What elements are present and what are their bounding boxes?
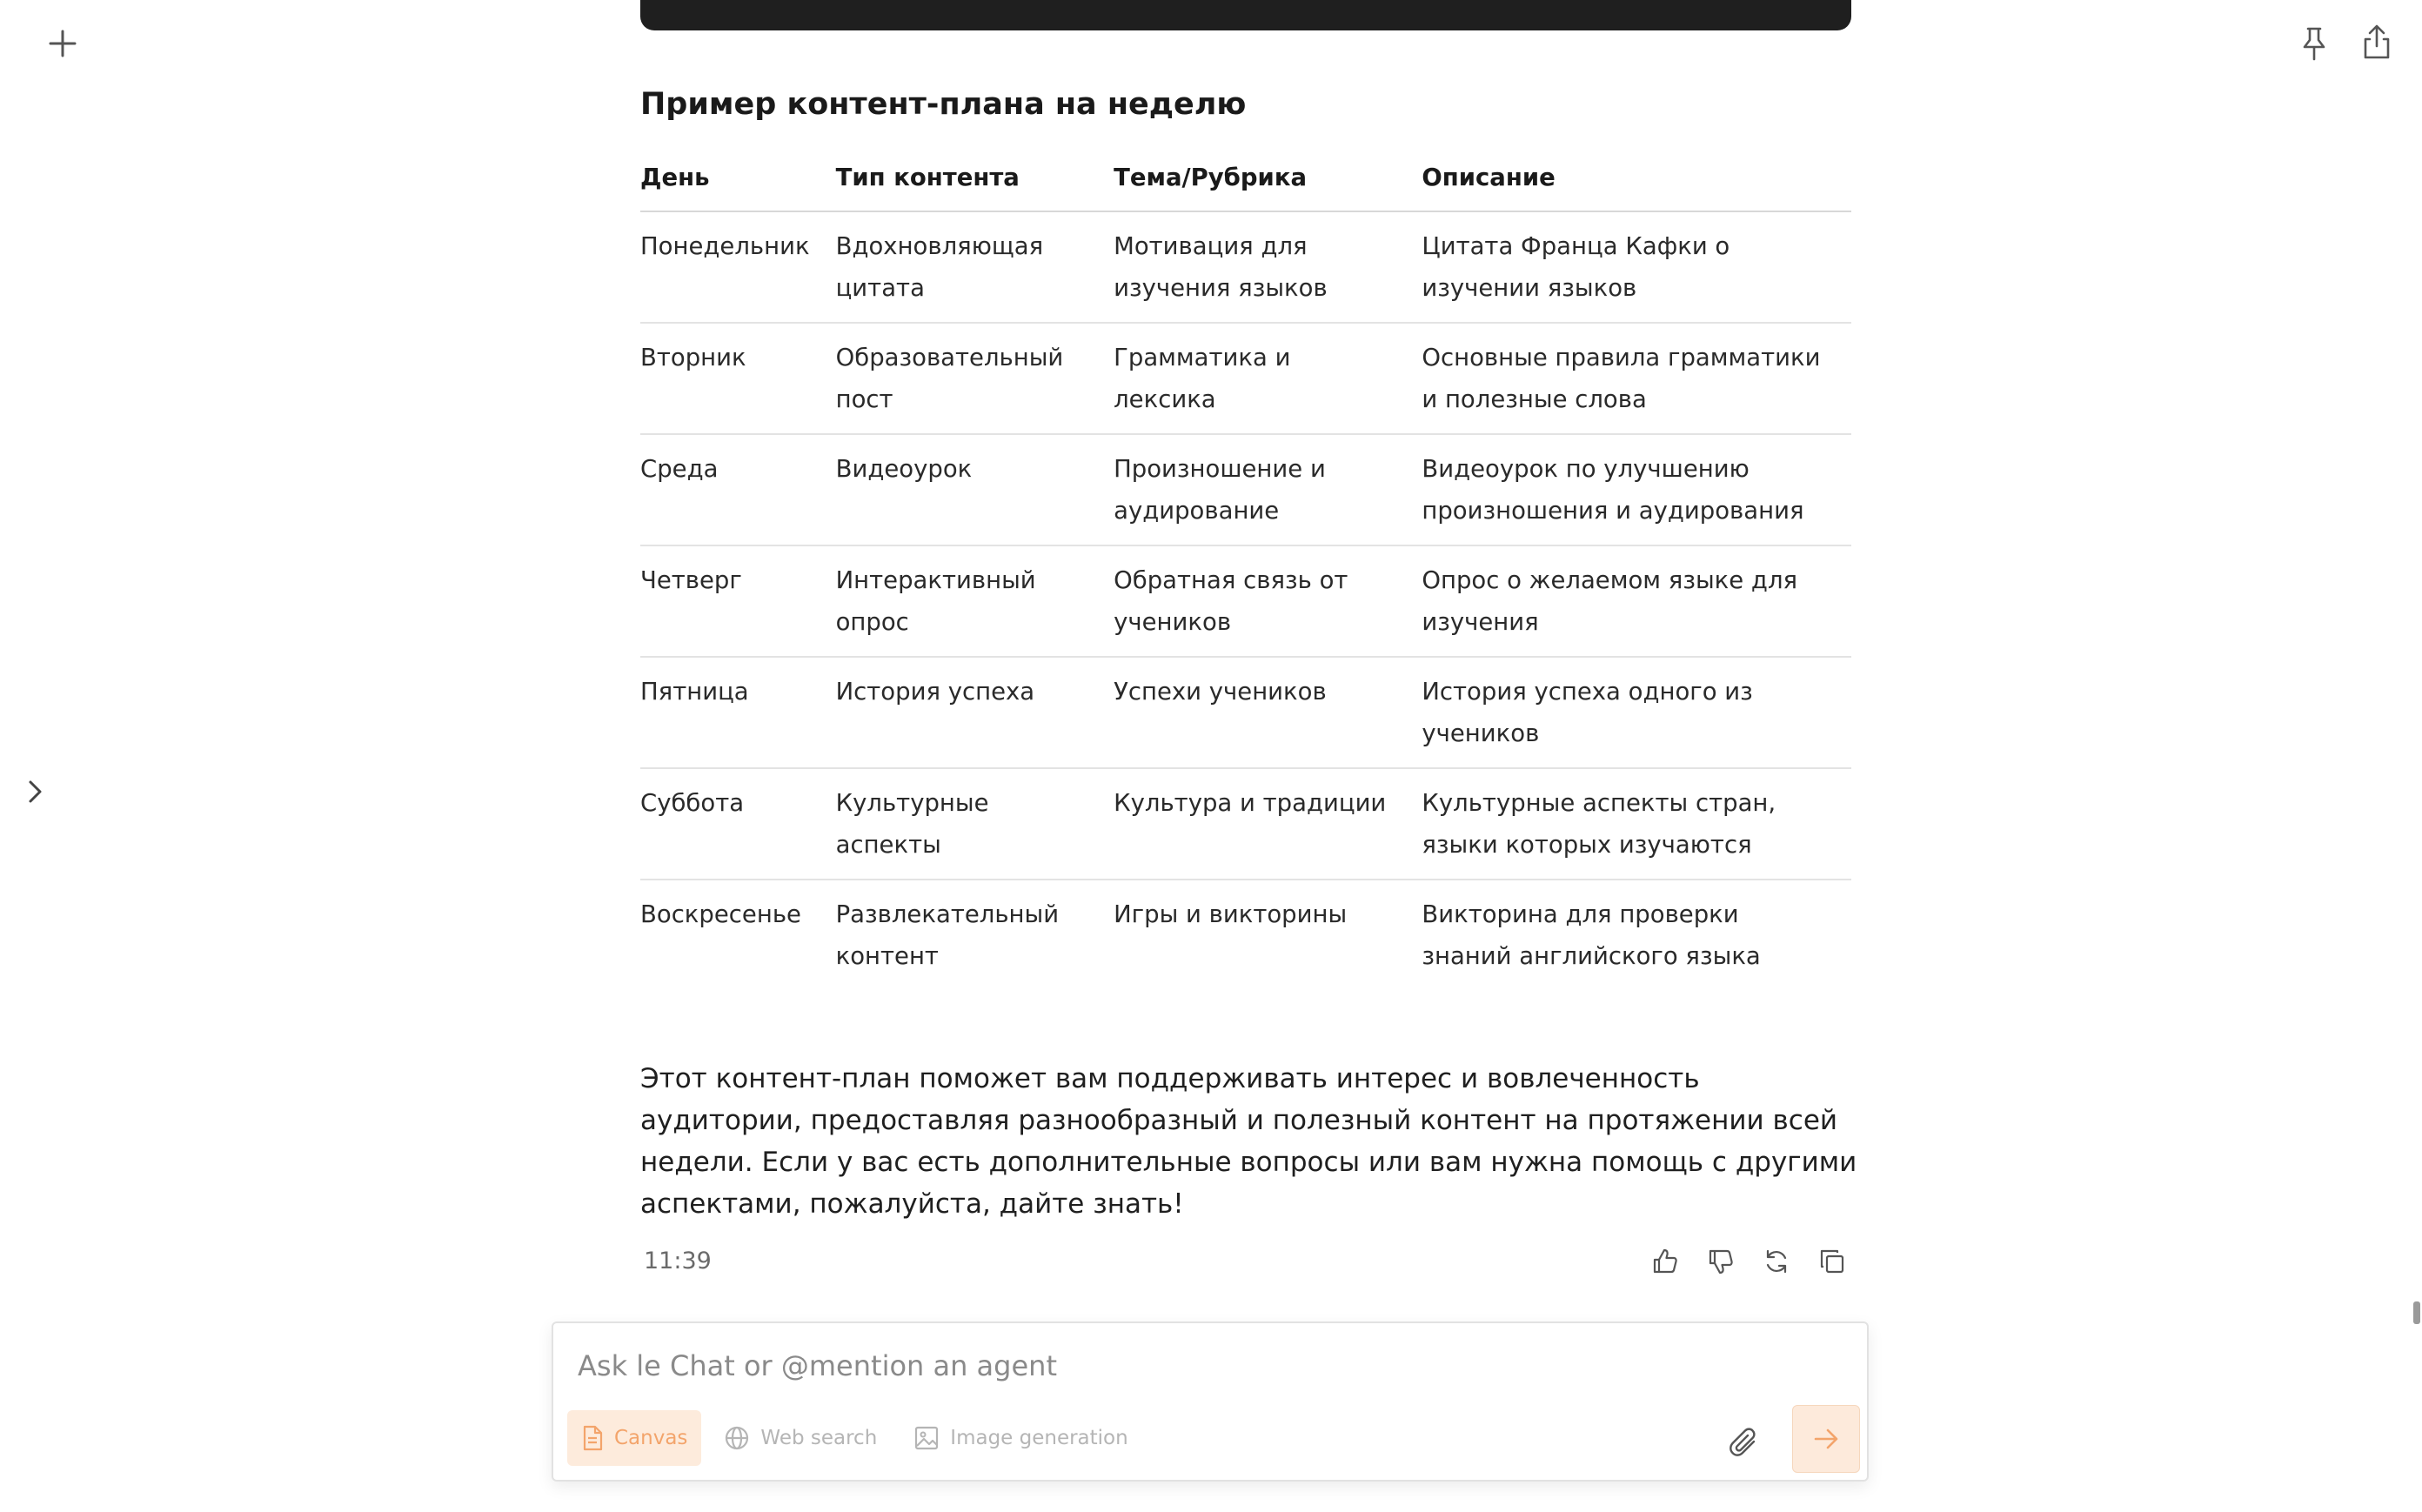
image-generation-label: Image generation xyxy=(950,1427,1128,1449)
copy-button[interactable] xyxy=(1811,1241,1853,1282)
paperclip-icon xyxy=(1728,1426,1763,1461)
message-actions xyxy=(1644,1241,1853,1282)
table-cell: Грамматика и лексика xyxy=(1114,323,1422,434)
sidebar-toggle-button[interactable] xyxy=(16,773,54,811)
chat-input[interactable] xyxy=(576,1344,1710,1388)
canvas-label: Canvas xyxy=(614,1427,688,1449)
content-plan-table xyxy=(640,157,1851,990)
send-button[interactable] xyxy=(1792,1405,1860,1473)
table-cell: История успеха xyxy=(836,657,1114,768)
table-cell: Игры и викторины xyxy=(1114,900,1348,928)
table-cell: Видеоурок xyxy=(836,434,1114,545)
table-cell: Видеоурок по улучшению произношения и аудирования xyxy=(1422,434,1851,545)
table-row xyxy=(640,211,1851,323)
table-cell: Пятница xyxy=(640,657,836,768)
thumbs-up-icon xyxy=(1651,1248,1679,1275)
scrollbar-thumb[interactable] xyxy=(2413,1301,2420,1324)
dislike-button[interactable] xyxy=(1700,1241,1742,1282)
image-icon xyxy=(913,1425,940,1451)
table-cell: Культурные аспекты стран, языки которых изучаются xyxy=(1422,768,1851,880)
web-search-toggle[interactable] xyxy=(710,1410,891,1466)
table-row xyxy=(640,657,1851,768)
plus-icon xyxy=(47,28,78,59)
table-row xyxy=(640,880,1851,990)
table-header-row xyxy=(640,157,1851,211)
table-cell: Среда xyxy=(640,434,836,545)
image-generation-toggle[interactable] xyxy=(900,1410,1141,1466)
copy-icon xyxy=(1818,1248,1846,1275)
document-icon xyxy=(581,1425,604,1451)
table-cell: Мотивация для изучения языков xyxy=(1114,211,1422,323)
message-composer xyxy=(552,1321,1869,1482)
table-row xyxy=(640,323,1851,434)
table-cell: Опрос о желаемом языке для изучения xyxy=(1422,545,1851,657)
thumbs-down-icon xyxy=(1707,1248,1735,1275)
table-cell: Культура и традиции xyxy=(1114,768,1422,880)
table-cell: Произношение и аудирование xyxy=(1114,434,1422,545)
table-cell: Викторина для проверки знаний английского языка xyxy=(1422,900,1761,970)
table-row xyxy=(640,434,1851,545)
table-header-cell: Тип контента xyxy=(836,157,1114,211)
table-cell: Развлекательный контент xyxy=(835,900,1060,970)
table-cell: Понедельник xyxy=(640,211,836,323)
table-cell: Основные правила грамматики и полезные слова xyxy=(1422,323,1851,434)
table-cell: Четверг xyxy=(640,545,836,657)
canvas-toggle[interactable] xyxy=(567,1410,701,1466)
new-chat-button[interactable] xyxy=(38,19,87,68)
like-button[interactable] xyxy=(1644,1241,1686,1282)
composer-tools xyxy=(567,1410,1142,1466)
pin-icon xyxy=(2299,26,2329,61)
table-cell: Вдохновляющая цитата xyxy=(836,211,1114,323)
table-row xyxy=(640,545,1851,657)
message-summary: Этот контент-план поможет вам поддерживать интерес и вовлеченность аудитории, предоставляя разнообразный и полезный контент на протяжении всей недели. Если у вас есть дополнительные вопросы или вам нужна помощь с другими аспектами, пожалуйста, дайте знать! xyxy=(640,1063,1857,1220)
web-search-label: Web search xyxy=(760,1427,878,1449)
share-icon xyxy=(2361,23,2392,60)
share-button[interactable] xyxy=(2354,19,2399,64)
code-block xyxy=(640,0,1851,30)
table-header-cell: Описание xyxy=(1422,157,1851,211)
table-row xyxy=(640,768,1851,880)
globe-icon xyxy=(724,1425,750,1451)
table-cell: История успеха одного из учеников xyxy=(1422,657,1851,768)
table-cell: Успехи учеников xyxy=(1114,657,1422,768)
table-cell: Обратная связь от учеников xyxy=(1114,545,1422,657)
table-cell: Суббота xyxy=(640,768,836,880)
pin-button[interactable] xyxy=(2292,21,2337,66)
table-cell: Интерактивный опрос xyxy=(836,545,1114,657)
table-cell: Вторник xyxy=(640,323,836,434)
refresh-icon xyxy=(1763,1248,1790,1275)
arrow-right-icon xyxy=(1811,1424,1841,1454)
message-timestamp: 11:39 xyxy=(644,1248,712,1274)
table-cell: Образовательный пост xyxy=(836,323,1114,434)
table-header-cell: День xyxy=(640,157,836,211)
table-cell: Цитата Франца Кафки о изучении языков xyxy=(1422,211,1851,323)
chevron-right-icon xyxy=(24,778,45,806)
section-title: Пример контент-плана на неделю xyxy=(640,87,1247,122)
table-cell: Воскресенье xyxy=(640,900,801,928)
table-cell: Культурные аспекты xyxy=(836,768,1114,880)
table-header-cell: Тема/Рубрика xyxy=(1114,157,1422,211)
regenerate-button[interactable] xyxy=(1756,1241,1797,1282)
attach-button[interactable] xyxy=(1724,1422,1766,1464)
